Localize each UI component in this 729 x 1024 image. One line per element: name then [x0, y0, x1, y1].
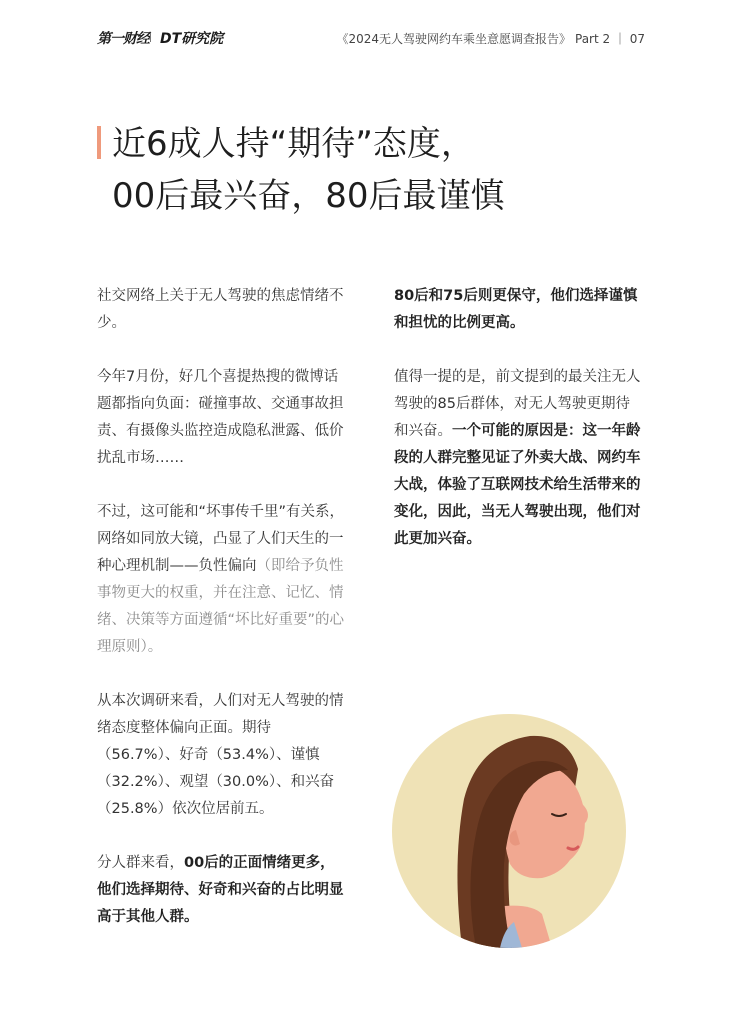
paragraph-7-highlight: 一个可能的原因是：这一年龄段的人群完整见证了外卖大战、网约车大战，体验了互联网技术给生活带来的变化，因此，当无人驾驶出现，他们对此更加兴奋。 [394, 423, 641, 547]
paragraph-1: 社交网络上关于无人驾驶的焦虑情绪不少。 [97, 288, 344, 331]
title-line-1: 近6成人持“期待”态度， [112, 124, 475, 164]
right-column [394, 283, 644, 580]
title-accent-bar [97, 126, 101, 159]
logo-divider [150, 33, 151, 42]
paragraph-5-highlight: 00后的正面情绪更多，他们选择期待、好奇和兴奋的占比明显高于其他人群。 [97, 855, 344, 925]
paragraph-5 [97, 850, 347, 931]
brand-logo-dt: DT研究院 [160, 31, 224, 47]
left-column [97, 283, 347, 958]
woman-profile-illustration [392, 714, 626, 948]
paragraph-5-lead: 分人群来看， [97, 855, 184, 871]
paragraph-3-main: 不过，这可能和“坏事传千里”有关系，网络如同放大镜，凸显了人们天生的一种心理机制——负性偏向 [97, 504, 345, 574]
brand-logo-yicai: 第一财经 [97, 31, 149, 47]
paragraph-2: 今年7月份，好几个喜提热搜的微博话题都指向负面：碰撞事故、交通事故担责、有摄像头监控造成隐私泄露、低价扰乱市场…… [97, 369, 344, 466]
paragraph-6-highlight: 80后和75后则更保守，他们选择谨慎和担忧的比例更高。 [394, 288, 638, 331]
page-header [0, 0, 729, 60]
page-number: Part 2 ｜ 07 [575, 32, 646, 46]
report-title: 《2024无人驾驶网约车乘坐意愿调查报告》 [336, 32, 571, 46]
paragraph-3-note: （即给予负性事物更大的权重，并在注意、记忆、情绪、决策等方面遵循“坏比好重要”的心理原则）。 [97, 558, 345, 655]
paragraph-6 [394, 283, 644, 337]
paragraph-7 [394, 364, 644, 553]
page-title [112, 118, 505, 222]
paragraph-3 [97, 499, 347, 661]
paragraph-4: 从本次调研来看，人们对无人驾驶的情绪态度整体偏向正面。期待（56.7%）、好奇（53.4%）、谨慎（32.2%）、观望（30.0%）、和兴奋（25.8%）依次位居前五。 [97, 693, 344, 817]
title-line-2: 00后最兴奋，80后最谨慎 [112, 176, 505, 216]
paragraph-7-lead: 值得一提的是，前文提到的最关注无人驾驶的85后群体，对无人驾驶更期待和兴奋。 [394, 369, 641, 439]
